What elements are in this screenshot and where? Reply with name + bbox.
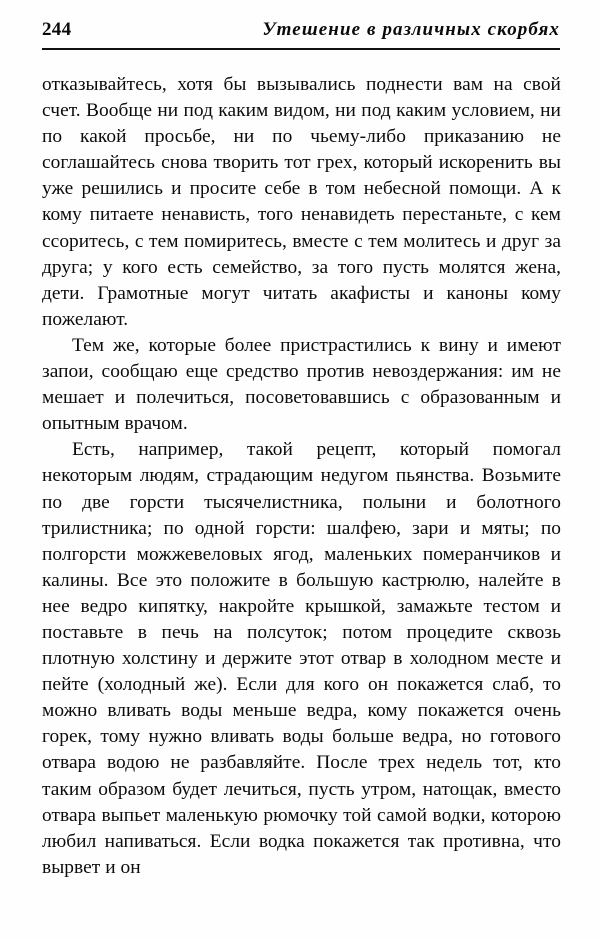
paragraph: Тем же, которые более пристрастились к вину и имеют запои, сообщаю еще средство против невоздержания: им не мешает и полечиться, посоветовавшись с образованным и опытным врачом.: [42, 334, 561, 435]
body-text-block: [42, 72, 561, 881]
running-title: Утешение в различных скорбях: [262, 19, 560, 40]
page-header: [42, 20, 560, 50]
page-number: 244: [42, 19, 72, 40]
paragraph: отказывайтесь, хотя бы вызывались поднести вам на свой счет. Вообще ни под каким видом, ни под каким условием, ни по какой просьбе, ни по чьему-либо приказанию не соглашайтесь снова творить тот грех, который искоренить вы уже решились и просите себе в том небесной помощи. А к кому питаете ненависть, того ненавидеть перестаньте, с кем ссоритесь, с тем помиритесь, вместе с тем молитесь и друг за друга; у кого есть семейство, за того пусть молятся жена, дети. Грамотные могут читать акафисты и каноны кому пожелают.: [42, 74, 561, 330]
header-divider: [42, 48, 560, 50]
paragraph: Есть, например, такой рецепт, который помогал некоторым людям, страдающим недугом пьянства. Возьмите по две горсти тысячелистника, полыни и болотного трилистника; по одной горсти: шалфею, зари и мяты; по полгорсти можжевеловых ягод, маленьких померанчиков и калины. Все это положите в большую кастрюлю, налейте в нее ведро кипятку, накройте крышкой, замажьте тестом и поставьте в печь на полсуток; потом процедите сквозь плотную холстину и держите этот отвар в холодном месте и пейте (холодный же). Если для кого он покажется слаб, то можно вливать воды меньше ведра, кому покажется очень горек, тому нужно вливать воды больше ведра, но готового отвара водою не разбавляйте. После трех недель тот, кто таким образом будет лечиться, пусть утром, натощак, вместо отвара выпьет маленькую рюмочку той самой водки, которою любил напиваться. Если водка покажется так противна, что вырвет и он: [42, 439, 561, 878]
